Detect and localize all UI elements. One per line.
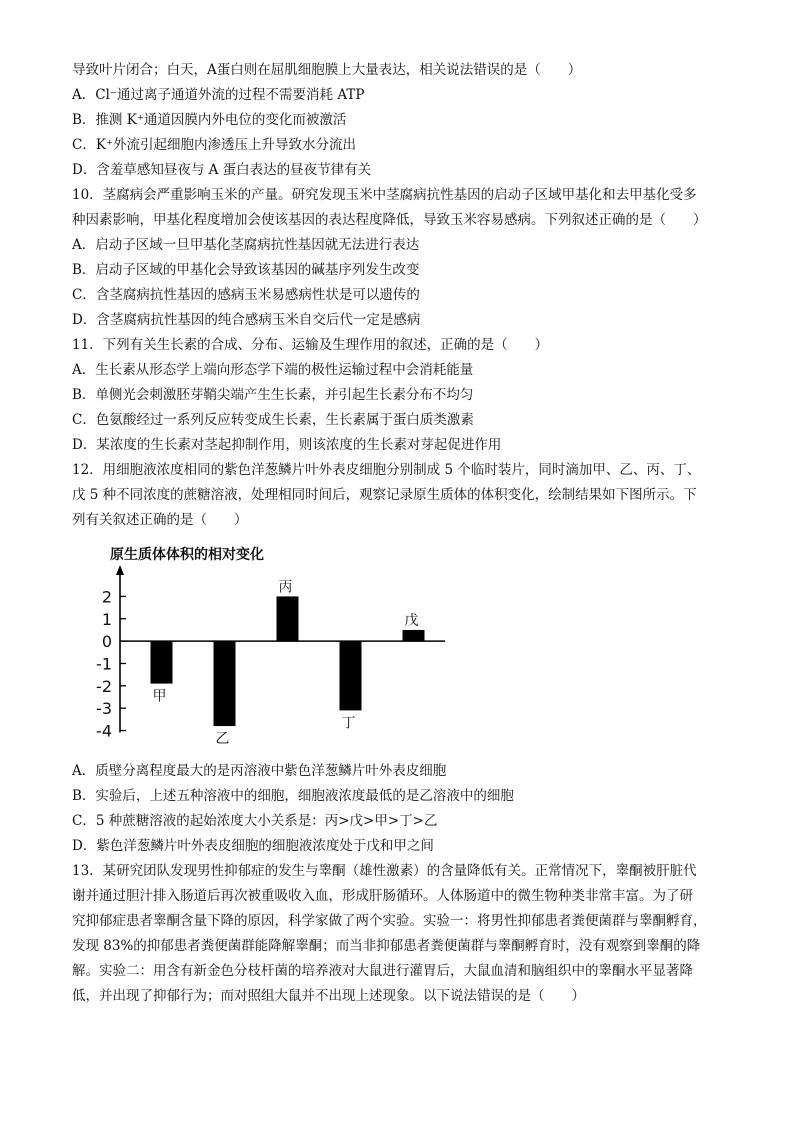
question-10 [72,183,732,333]
question-13-stem-line: 解。实验二：用含有新金色分枝杆菌的培养液对大鼠进行灌胃后，大鼠血清和脑组织中的睾酮水平显著降 [72,963,693,979]
y-tick-label: -4 [96,721,112,741]
question-9-stem: 导致叶片闭合；白天，A蛋白则在屈肌细胞膜上大量表达，相关说法错误的是（ ） [72,62,582,78]
question-12-stem-line: 戊 5 种不同浓度的蔗糖溶液，处理相同时间后，观察记录原生质体的体积变化，绘制结果如下图所示。下 [72,487,697,503]
y-tick-label: 0 [101,632,112,652]
question-13-stem-line: 低，并出现了抑郁行为；而对照组大鼠并不出现上述现象。以下说法错误的是（ ） [72,988,585,1004]
question-9-option-c: C．K⁺外流引起细胞内渗透压上升导致水分流出 [72,137,357,153]
y-tick-label: -3 [96,699,112,719]
question-9-option-b: B．推测 K⁺通道因膜内外电位的变化而被激活 [72,112,347,128]
question-12-option-c: C．5 种蔗糖溶液的起始浓度大小关系是：丙>戊>甲>丁>乙 [72,813,438,829]
question-11-option-a: A．生长素从形态学上端向形态学下端的极性运输过程中会消耗能量 [72,362,474,378]
y-axis-arrow [116,565,124,575]
question-11-option-b: B．单侧光会刺激胚芽鞘尖端产生生长素，并引起生长素分布不均匀 [72,387,474,403]
question-9 [72,58,732,183]
bar-1 [151,641,173,683]
y-tick-label: 1 [101,609,112,629]
bar-5 [403,630,425,641]
question-13 [72,859,732,1009]
bar-label: 丙 [278,579,293,596]
question-12-stem-line: 列有关叙述正确的是（ ） [72,512,248,528]
bar-chart-svg [80,543,520,753]
question-11 [72,333,732,458]
question-11-option-c: C．色氨酸经过一系列反应转变成生长素，生长素属于蛋白质类激素 [72,412,474,428]
question-11-stem-line: 11．下列有关生长素的合成、分布、运输及生理作用的叙述，正确的是（ ） [72,337,549,353]
bar-3 [277,596,299,641]
question-11-option-d: D．某浓度的生长素对茎起抑制作用，则该浓度的生长素对芽起促进作用 [72,437,502,453]
question-12 [72,458,732,859]
chart-title: 原生质体体积的相对变化 [110,547,264,563]
bar-label: 丁 [341,715,356,732]
question-10-option-c: C．含茎腐病抗性基因的感病玉米易感病性状是可以遗传的 [72,287,420,303]
exam-page [72,58,732,1009]
y-tick-label: -1 [96,654,112,674]
question-10-stem-line: 10．茎腐病会严重影响玉米的产量。研究发现玉米中茎腐病抗性基因的启动子区域甲基化和去甲基化受多 [72,187,697,203]
question-13-stem-line: 究抑郁症患者睾酮含量下降的原因，科学家做了两个实验。实验一：将男性抑郁患者粪便菌群与睾酮孵育， [72,913,707,929]
y-tick-label: 2 [101,587,112,607]
question-12-option-a: A．质壁分离程度最大的是丙溶液中紫色洋葱鳞片叶外表皮细胞 [72,763,447,779]
question-13-stem-line: 谢并通过胆汁排入肠道后再次被重吸收入血，形成肝肠循环。人体肠道中的微生物种类非常丰富。为了研 [72,888,693,904]
question-12-option-b: B．实验后，上述五种溶液中的细胞，细胞液浓度最低的是乙溶液中的细胞 [72,788,514,804]
volume-change-chart [80,543,520,753]
question-12-stem-line: 12．用细胞液浓度相同的紫色洋葱鳞片叶外表皮细胞分别制成 5 个临时装片，同时滴加甲、乙、丙、丁、 [72,462,701,478]
question-10-option-a: A．启动子区域一旦甲基化茎腐病抗性基因就无法进行表达 [72,237,420,253]
bar-label: 甲 [152,688,167,705]
bar-label: 乙 [215,731,230,748]
question-13-stem-line: 发现 83%的抑郁患者粪便菌群能降解睾酮；而当非抑郁患者粪便菌群与睾酮孵育时，没有观察到睾酮的降 [72,938,701,954]
bar-2 [214,641,236,726]
question-9-option-a: A．Cl⁻通过离子通道外流的过程不需要消耗 ATP [72,87,365,103]
y-tick-label: -2 [96,676,112,696]
bar-4 [340,641,362,710]
question-10-option-d: D．含茎腐病抗性基因的纯合感病玉米自交后代一定是感病 [72,312,421,328]
bar-label: 戊 [404,612,419,629]
question-10-stem-line: 种因素影响，甲基化程度增加会使该基因的表达程度降低，导致玉米容易感病。下列叙述正确的是（ ） [72,212,707,228]
question-12-option-d: D．紫色洋葱鳞片叶外表皮细胞的细胞液浓度处于戊和甲之间 [72,838,434,854]
question-10-option-b: B．启动子区域的甲基化会导致该基因的碱基序列发生改变 [72,262,420,278]
question-13-stem-line: 13．某研究团队发现男性抑郁症的发生与睾酮（雄性激素）的含量降低有关。正常情况下，睾酮被肝脏代 [72,863,697,879]
question-9-option-d: D．含羞草感知昼夜与 A 蛋白表达的昼夜节律有关 [72,162,372,178]
